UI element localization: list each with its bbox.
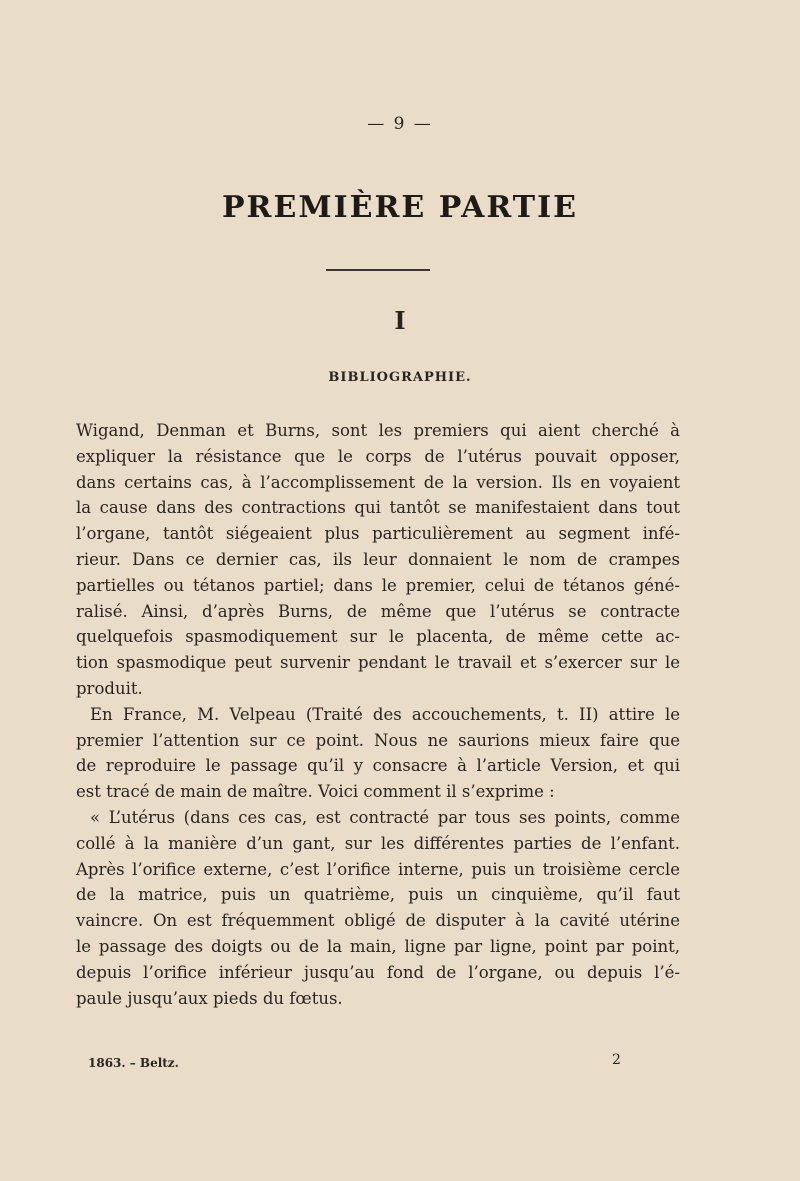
part-title: PREMIÈRE PARTIE bbox=[222, 190, 578, 225]
text-line: est tracé de main de maître. Voici comment il s’exprime : bbox=[76, 782, 555, 802]
text-line: ralisé. Ainsi, d’après Burns, de même que l’utérus se contracte bbox=[76, 601, 680, 621]
text-line: partielles ou tétanos partiel; dans le premier, celui de tétanos géné- bbox=[76, 575, 680, 595]
text-line: l’organe, tantôt siégeaient plus particulièrement au segment infé- bbox=[76, 524, 680, 544]
gathering-number: 2 bbox=[612, 1052, 621, 1068]
text-line: tion spasmodique peut survenir pendant le travail et s’exercer sur le bbox=[76, 653, 680, 673]
text-line: rieur. Dans ce dernier cas, ils leur donnaient le nom de crampes bbox=[76, 549, 680, 569]
text-line: depuis l’orifice inférieur jusqu’au fond de l’organe, ou depuis l’é- bbox=[76, 962, 680, 982]
text-line: dans certains cas, à l’accomplissement de la version. Ils en voyaient bbox=[76, 472, 680, 492]
text-line: la cause dans des contractions qui tantôt se manifestaient dans tout bbox=[76, 498, 680, 518]
text-line: de la matrice, puis un quatrième, puis un cinquième, qu’il faut bbox=[76, 885, 680, 905]
text-line: produit. bbox=[76, 678, 143, 698]
text-line: vaincre. On est fréquemment obligé de disputer à la cavité utérine bbox=[76, 911, 680, 931]
title-rule bbox=[326, 269, 430, 271]
text-line: collé à la manière d’un gant, sur les différentes parties de l’enfant. bbox=[76, 833, 680, 853]
body-text bbox=[76, 418, 680, 1011]
text-line: Après l’orifice externe, c’est l’orifice interne, puis un troisième cercle bbox=[76, 859, 680, 879]
text-line: premier l’attention sur ce point. Nous ne saurions mieux faire que bbox=[76, 730, 680, 750]
text-line: expliquer la résistance que le corps de l’utérus pouvait opposer, bbox=[76, 446, 680, 466]
text-line: « L’utérus (dans ces cas, est contracté par tous ses points, comme bbox=[90, 807, 680, 827]
signature-mark: 1863. – Beltz. bbox=[88, 1056, 179, 1070]
text-line: quelquefois spasmodiquement sur le placenta, de même cette ac- bbox=[76, 627, 680, 647]
page-number: — 9 — bbox=[367, 114, 433, 134]
text-line: de reproduire le passage qu’il y consacre à l’article Version, et qui bbox=[76, 756, 680, 776]
section-heading: BIBLIOGRAPHIE. bbox=[328, 370, 472, 385]
text-line: paule jusqu’aux pieds du fœtus. bbox=[76, 988, 343, 1008]
text-line: le passage des doigts ou de la main, ligne par ligne, point par point, bbox=[76, 936, 680, 956]
chapter-number: I bbox=[394, 306, 406, 335]
text-line: En France, M. Velpeau (Traité des accouchements, t. II) attire le bbox=[90, 704, 680, 724]
text-line: Wigand, Denman et Burns, sont les premiers qui aient cherché à bbox=[76, 421, 680, 440]
